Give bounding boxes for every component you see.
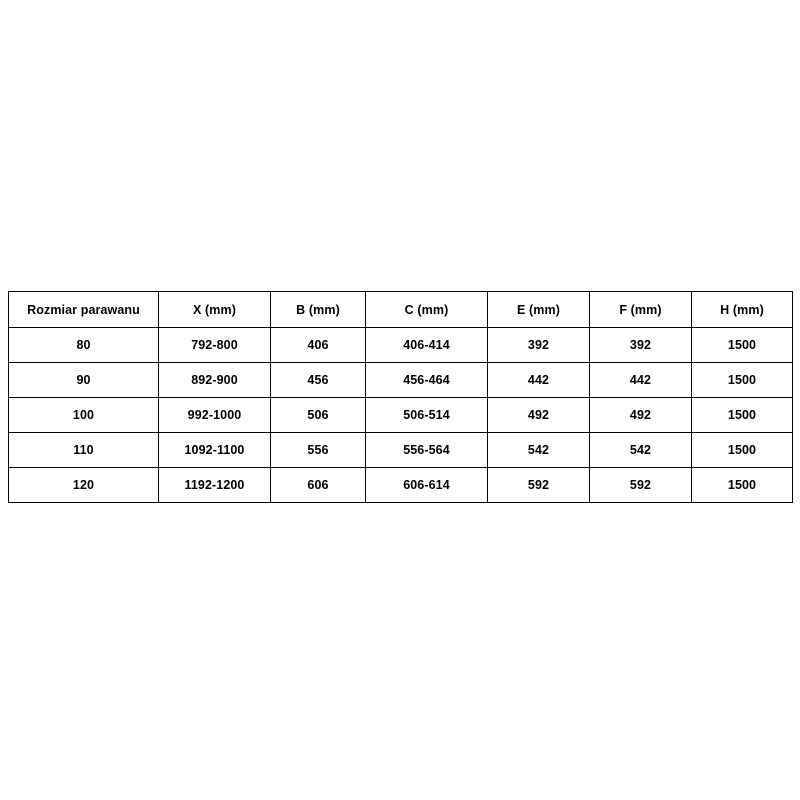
cell-c: 556-564: [366, 433, 488, 468]
cell-c: 406-414: [366, 328, 488, 363]
table-row: [9, 328, 793, 363]
cell-h: 1500: [692, 433, 793, 468]
column-header-b: B (mm): [271, 292, 366, 328]
cell-x: 792-800: [159, 328, 271, 363]
cell-size: 100: [9, 398, 159, 433]
cell-b: 456: [271, 363, 366, 398]
cell-b: 556: [271, 433, 366, 468]
cell-e: 392: [488, 328, 590, 363]
cell-f: 492: [590, 398, 692, 433]
cell-b: 506: [271, 398, 366, 433]
spec-table-container: [8, 291, 792, 503]
cell-x: 1092-1100: [159, 433, 271, 468]
cell-c: 506-514: [366, 398, 488, 433]
cell-h: 1500: [692, 468, 793, 503]
cell-b: 406: [271, 328, 366, 363]
column-header-e: E (mm): [488, 292, 590, 328]
cell-f: 542: [590, 433, 692, 468]
table-row: [9, 398, 793, 433]
cell-size: 80: [9, 328, 159, 363]
cell-h: 1500: [692, 398, 793, 433]
specification-table: [8, 291, 793, 503]
cell-c: 456-464: [366, 363, 488, 398]
table-row: [9, 468, 793, 503]
cell-e: 492: [488, 398, 590, 433]
cell-f: 592: [590, 468, 692, 503]
column-header-f: F (mm): [590, 292, 692, 328]
cell-x: 1192-1200: [159, 468, 271, 503]
column-header-h: H (mm): [692, 292, 793, 328]
cell-size: 110: [9, 433, 159, 468]
table-row: [9, 363, 793, 398]
cell-x: 992-1000: [159, 398, 271, 433]
cell-b: 606: [271, 468, 366, 503]
cell-e: 542: [488, 433, 590, 468]
cell-f: 392: [590, 328, 692, 363]
cell-e: 592: [488, 468, 590, 503]
cell-h: 1500: [692, 328, 793, 363]
cell-c: 606-614: [366, 468, 488, 503]
column-header-size: Rozmiar parawanu: [9, 292, 159, 328]
cell-size: 90: [9, 363, 159, 398]
cell-size: 120: [9, 468, 159, 503]
table-row: [9, 433, 793, 468]
cell-x: 892-900: [159, 363, 271, 398]
column-header-x: X (mm): [159, 292, 271, 328]
table-header-row: [9, 292, 793, 328]
cell-h: 1500: [692, 363, 793, 398]
cell-f: 442: [590, 363, 692, 398]
cell-e: 442: [488, 363, 590, 398]
column-header-c: C (mm): [366, 292, 488, 328]
